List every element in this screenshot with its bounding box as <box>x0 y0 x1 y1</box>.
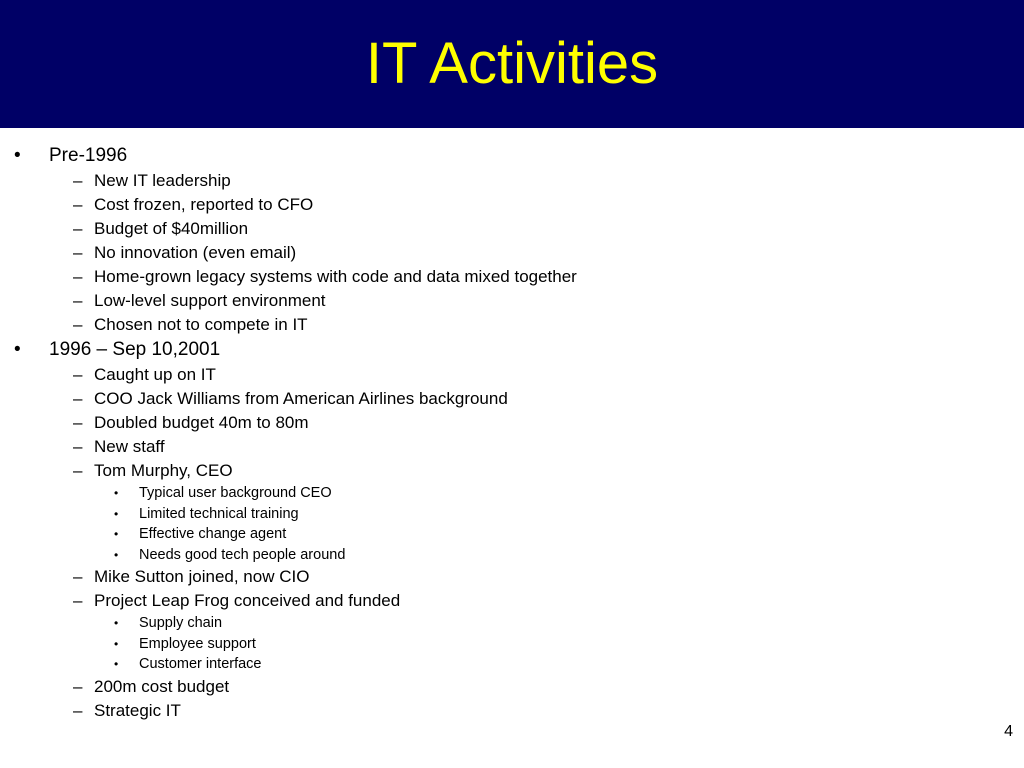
sub-sub-bullet-item-text: Typical user background CEO <box>139 485 332 501</box>
sub-sub-bullet-item-text: Customer interface <box>139 656 262 672</box>
sub-bullet-item-text: Chosen not to compete in IT <box>94 315 308 334</box>
sub-bullet-item <box>0 565 1024 589</box>
sub-sub-bullet-item-text: Employee support <box>139 635 256 652</box>
sub-bullet-item <box>0 459 1024 483</box>
bullet-marker: • <box>114 527 119 541</box>
sub-bullet-item-text: COO Jack Williams from American Airlines background <box>94 389 508 408</box>
sub-bullet-item-text: Home-grown legacy systems with code and data mixed together <box>94 267 577 286</box>
bullet-marker: • <box>114 616 119 630</box>
sub-bullet-item-text: Budget of $40million <box>94 219 249 238</box>
sub-sub-bullet-item <box>0 524 1024 545</box>
bullet-marker: • <box>14 145 21 166</box>
sub-bullet-item-text: New IT leadership <box>94 171 231 190</box>
sub-sub-bullet-item-text: Effective change agent <box>139 526 287 542</box>
sub-bullet-item-text: Caught up on IT <box>94 365 216 384</box>
sub-bullet-item-text: No innovation (even email) <box>94 243 297 262</box>
bullet-marker: – <box>73 243 83 262</box>
slide-number: 4 <box>1004 723 1013 740</box>
sub-sub-bullet-item-text: Supply chain <box>139 615 223 631</box>
sub-sub-bullet-item <box>0 483 1024 504</box>
bullet-marker: – <box>73 567 83 586</box>
sub-sub-bullet-item <box>0 613 1024 634</box>
sub-bullet-item <box>0 289 1024 313</box>
bullet-marker: • <box>114 636 119 651</box>
bullet-marker: • <box>114 547 119 562</box>
sub-bullet-item-text: Mike Sutton joined, now CIO <box>94 567 310 586</box>
sub-bullet-item-text: Strategic IT <box>94 700 181 720</box>
bullet-marker: – <box>73 461 83 480</box>
bullet-marker: – <box>73 676 83 696</box>
bullet-marker: – <box>73 219 83 238</box>
title-bar <box>0 0 1024 128</box>
bullet-marker: – <box>73 413 83 432</box>
sub-bullet-item <box>0 241 1024 265</box>
bullet-marker: • <box>114 486 119 500</box>
sub-bullet-item <box>0 169 1024 193</box>
bullet-marker: – <box>73 591 83 610</box>
sub-sub-bullet-item <box>0 634 1024 655</box>
sub-bullet-item <box>0 387 1024 411</box>
bullet-item-text: 1996 – Sep 10,2001 <box>49 339 221 360</box>
bullet-marker: – <box>73 195 83 214</box>
slide-body <box>0 143 1024 723</box>
bullet-marker: – <box>73 267 83 286</box>
sub-bullet-item-text: Cost frozen, reported to CFO <box>94 195 314 214</box>
sub-sub-bullet-item-text: Needs good tech people around <box>139 546 346 563</box>
sub-sub-bullet-item <box>0 545 1024 566</box>
bullet-marker: • <box>114 506 119 521</box>
sub-sub-bullet-item <box>0 504 1024 525</box>
sub-bullet-item <box>0 675 1024 699</box>
bullet-marker: – <box>73 171 83 190</box>
bullet-marker: – <box>73 437 83 456</box>
bullet-marker: – <box>73 291 83 310</box>
sub-bullet-item <box>0 589 1024 613</box>
sub-bullet-item <box>0 217 1024 241</box>
bullet-item-text: Pre-1996 <box>49 145 128 166</box>
sub-bullet-item <box>0 193 1024 217</box>
sub-sub-bullet-item-text: Limited technical training <box>139 505 299 522</box>
bullet-marker: – <box>73 700 83 720</box>
sub-bullet-item <box>0 363 1024 387</box>
sub-bullet-item <box>0 435 1024 459</box>
sub-bullet-item <box>0 313 1024 337</box>
bullet-marker: – <box>73 365 83 384</box>
sub-bullet-item <box>0 411 1024 435</box>
bullet-marker: • <box>114 657 119 671</box>
sub-bullet-item-text: New staff <box>94 437 165 456</box>
sub-bullet-item-text: Tom Murphy, CEO <box>94 461 233 480</box>
sub-bullet-item-text: Low-level support environment <box>94 291 326 310</box>
bullet-marker: – <box>73 389 83 408</box>
sub-bullet-item-text: Project Leap Frog conceived and funded <box>94 591 401 610</box>
bullet-item <box>0 337 1024 363</box>
bullet-item <box>0 143 1024 169</box>
slide-title: IT Activities <box>365 31 659 96</box>
sub-bullet-item <box>0 265 1024 289</box>
bullet-marker: • <box>14 339 21 360</box>
sub-bullet-item <box>0 699 1024 723</box>
sub-bullet-item-text: Doubled budget 40m to 80m <box>94 413 309 432</box>
sub-sub-bullet-item <box>0 654 1024 675</box>
sub-bullet-item-text: 200m cost budget <box>94 676 230 696</box>
bullet-marker: – <box>73 315 83 334</box>
